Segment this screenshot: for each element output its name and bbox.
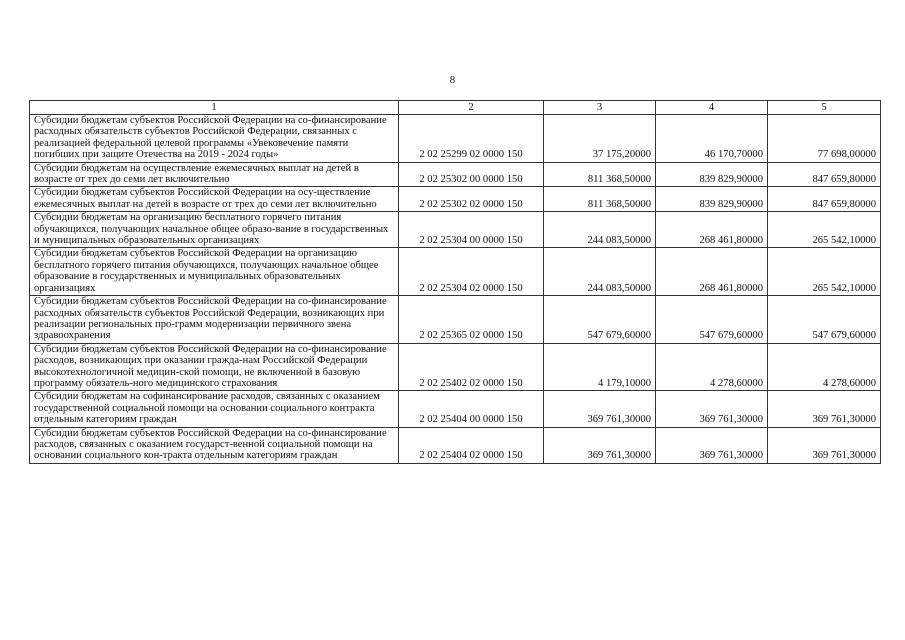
budget-code: 2 02 25404 00 0000 150 [399,391,544,427]
budget-table [29,100,881,464]
amount-col-3: 244 083,50000 [544,248,656,296]
row-description: Субсидии бюджетам субъектов Российской Федерации на осу-ществление ежемесячных выплат на детей в возрасте от трех до семи лет включительно [30,187,399,212]
column-header: 5 [768,101,881,115]
budget-code: 2 02 25304 00 0000 150 [399,212,544,248]
row-description: Субсидии бюджетам субъектов Российской Федерации на со-финансирование расходных обязательств субъектов Российской Федерации, возникающих при реализации региональных про-грамм модернизации первичного звена здравоохранения [30,296,399,344]
amount-col-5: 547 679,60000 [768,296,881,344]
budget-code: 2 02 25404 02 0000 150 [399,427,544,463]
table-row [30,391,881,427]
amount-col-4: 4 278,60000 [656,343,768,391]
amount-col-4: 369 761,30000 [656,391,768,427]
amount-col-4: 839 829,90000 [656,162,768,187]
column-header: 4 [656,101,768,115]
amount-col-5: 265 542,10000 [768,212,881,248]
page-number: 8 [449,74,456,86]
row-description: Субсидии бюджетам на осуществление ежемесячных выплат на детей в возрасте от трех до семи лет включительно [30,162,399,187]
row-description: Субсидии бюджетам на организацию бесплатного горячего питания обучающихся, получающих начальное общее образо-вание в государственных и муниципальных образовательных организациях [30,212,399,248]
table-row [30,212,881,248]
table-row [30,343,881,391]
table-row [30,115,881,163]
budget-code: 2 02 25304 02 0000 150 [399,248,544,296]
row-description: Субсидии бюджетам субъектов Российской Федерации на со-финансирование расходов, возникающих при оказании гражда-нам Российской Федерации высокотехнологичной медицин-ской помощи, не включенной в базовую программу обязатель-ного медицинского страхования [30,343,399,391]
amount-col-4: 369 761,30000 [656,427,768,463]
table-header-row [30,101,881,115]
amount-col-3: 547 679,60000 [544,296,656,344]
column-header: 1 [30,101,399,115]
amount-col-3: 37 175,20000 [544,115,656,163]
amount-col-5: 369 761,30000 [768,391,881,427]
row-description: Субсидии бюджетам субъектов Российской Федерации на со-финансирование расходов, связанных с оказанием государст-венной социальной помощи на основании социального кон-тракта отдельным категориям граждан [30,427,399,463]
row-description: Субсидии бюджетам субъектов Российской Федерации на со-финансирование расходных обязательств субъектов Российской Федерации, связанных с реализацией федеральной целевой программы «Увековечение памяти погибших при защите Отечества на 2019 - 2024 годы» [30,115,399,163]
amount-col-3: 244 083,50000 [544,212,656,248]
column-header: 3 [544,101,656,115]
amount-col-5: 77 698,00000 [768,115,881,163]
row-description: Субсидии бюджетам на софинансирование расходов, связанных с оказанием государственной социальной помощи на основании социального контракта отдельным категориям граждан [30,391,399,427]
amount-col-3: 811 368,50000 [544,187,656,212]
amount-col-4: 46 170,70000 [656,115,768,163]
table-row [30,248,881,296]
amount-col-5: 369 761,30000 [768,427,881,463]
amount-col-5: 847 659,80000 [768,162,881,187]
column-header: 2 [399,101,544,115]
amount-col-3: 369 761,30000 [544,391,656,427]
budget-code: 2 02 25402 02 0000 150 [399,343,544,391]
table-row [30,427,881,463]
amount-col-4: 268 461,80000 [656,212,768,248]
amount-col-4: 547 679,60000 [656,296,768,344]
amount-col-3: 811 368,50000 [544,162,656,187]
amount-col-5: 4 278,60000 [768,343,881,391]
amount-col-5: 265 542,10000 [768,248,881,296]
amount-col-5: 847 659,80000 [768,187,881,212]
table-row [30,296,881,344]
table-row [30,162,881,187]
budget-code: 2 02 25302 02 0000 150 [399,187,544,212]
amount-col-3: 4 179,10000 [544,343,656,391]
budget-code: 2 02 25302 00 0000 150 [399,162,544,187]
amount-col-3: 369 761,30000 [544,427,656,463]
row-description: Субсидии бюджетам субъектов Российской Федерации на организацию бесплатного горячего питания обучающихся, получающих начальное общее образование в государственных и муниципальных образовательных организациях [30,248,399,296]
budget-code: 2 02 25365 02 0000 150 [399,296,544,344]
table-row [30,187,881,212]
budget-code: 2 02 25299 02 0000 150 [399,115,544,163]
amount-col-4: 268 461,80000 [656,248,768,296]
amount-col-4: 839 829,90000 [656,187,768,212]
